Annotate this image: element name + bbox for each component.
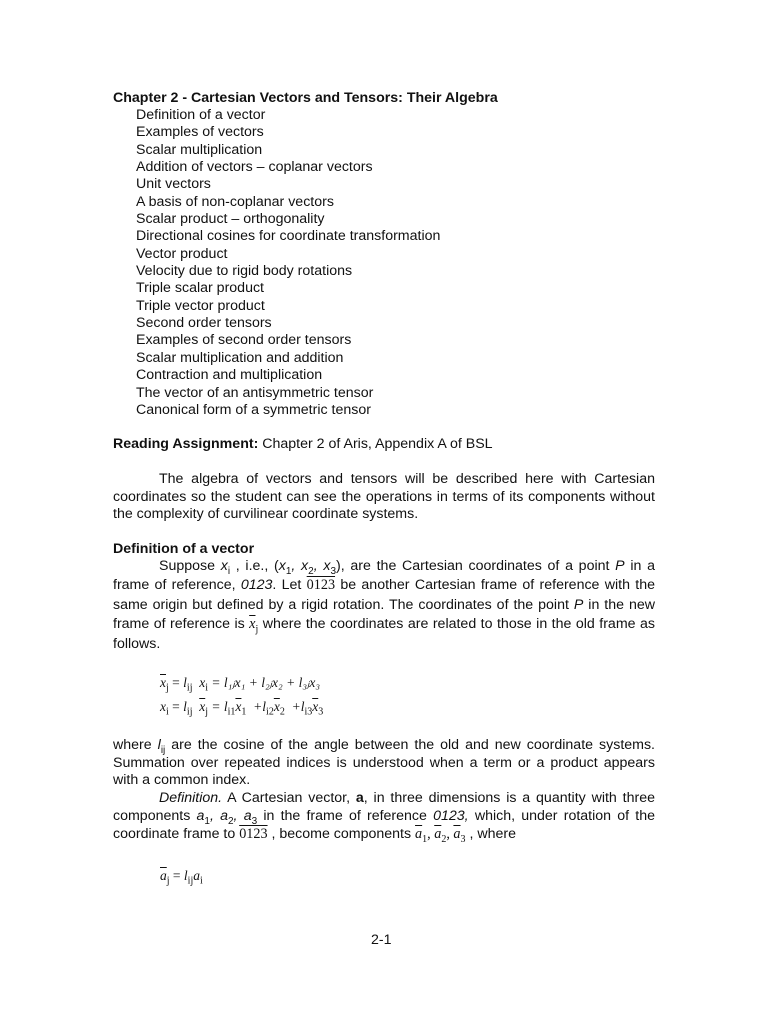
math-subscript: 1 [204, 815, 210, 827]
math-symbol: P [573, 596, 584, 613]
math-symbol: x [160, 699, 166, 714]
math-symbol: $\overline{x}$ [249, 616, 256, 633]
math-subscript: i1 [227, 706, 236, 718]
text-run: Suppose [159, 558, 221, 574]
math-symbol: $\overline{x}$ [235, 699, 242, 714]
toc-item: Scalar product – orthogonality [136, 211, 325, 228]
math-subscript: i [166, 706, 169, 718]
toc-item: Triple vector product [136, 297, 265, 314]
text-run: , where [465, 826, 516, 842]
vector-definition-paragraph [113, 789, 655, 843]
math-symbol: $\overline{x}$ [199, 699, 206, 714]
intro-text: The algebra of vectors and tensors will be described here with Cartesian coordinates so the student can see the operations in terms of its components without the complexity of curvilinear coordinate systems. [113, 471, 655, 522]
text-run: , i.e., ( [230, 558, 279, 574]
math-subscript: i [205, 682, 209, 694]
definition-paragraph [113, 557, 655, 654]
math-symbol: x [278, 558, 286, 574]
equation-transform-inverse [160, 697, 323, 717]
math-symbol: x [199, 675, 206, 690]
toc-item: Vector product [136, 245, 228, 262]
text-run: , [446, 826, 454, 842]
section-heading-definition: Definition of a vector [113, 541, 255, 557]
text-run: be another Cartesian frame of reference with the same origin but defined by a rigid rotation. The coordinates of the point [113, 577, 655, 613]
math-symbol: l [157, 737, 161, 753]
math-symbol: x [220, 558, 228, 574]
math-subscript: i [227, 565, 231, 577]
text-run: A Cartesian vector, [222, 790, 356, 806]
math-symbol: x [323, 558, 331, 574]
math-subscript: 2 [308, 565, 314, 577]
where-paragraph [113, 737, 655, 790]
math-subscript: ij [186, 706, 193, 718]
toc-item: Canonical form of a symmetric tensor [136, 401, 371, 418]
frame-label: 0123 [240, 577, 273, 594]
text-run: , in three dimensions is a quantity with three components [113, 790, 655, 824]
math-subscript: i3 [304, 706, 313, 718]
toc-item: Velocity due to rigid body rotations [136, 263, 353, 280]
math-subscript: j [205, 706, 209, 718]
toc-item: Second order tensors [136, 315, 272, 332]
math-subscript: i2 [266, 706, 274, 718]
math-operator: = [168, 675, 184, 690]
reading-assignment [113, 436, 493, 453]
math-symbol: $\overline{a}$ [415, 826, 423, 842]
math-subscript: ij [187, 875, 194, 887]
text-run: , [233, 808, 244, 824]
text-run: , become components [267, 826, 416, 842]
math-subscript: j [255, 624, 259, 636]
math-operator: = [169, 868, 184, 883]
math-subscript: 2 [441, 833, 447, 845]
math-symbol: P [615, 558, 625, 574]
math-symbol: l [183, 699, 187, 714]
toc-item: Scalar multiplication [136, 141, 263, 158]
toc-item: Triple scalar product [136, 280, 264, 297]
toc-item: Directional cosines for coordinate transformation [136, 228, 441, 245]
text-run: in the frame of reference [257, 808, 434, 824]
math-subscript: 3 [318, 706, 324, 718]
math-subscript: j [166, 875, 170, 887]
math-symbol: a [355, 790, 364, 806]
text-run: , [209, 808, 221, 824]
math-subscript: j [166, 682, 169, 694]
math-symbol: a [220, 808, 228, 824]
rotated-frame-label: 0123 [239, 826, 268, 842]
math-subscript: 1 [422, 833, 428, 845]
math-expression: +l [246, 699, 267, 714]
text-run: are the cosine of the angle between the old and new coordinate systems. Summation over repeated indices is understood when a term or a product appears with a common index. [113, 737, 655, 788]
toc-item: Examples of vectors [136, 124, 264, 141]
toc-item: Unit vectors [136, 176, 211, 193]
math-subscript: 3 [330, 565, 337, 577]
math-subscript: 1 [241, 706, 247, 718]
text-run: in a frame of reference, [113, 558, 655, 594]
text-run: , [291, 558, 302, 574]
toc-item: Scalar multiplication and addition [136, 349, 344, 366]
intro-paragraph [113, 471, 655, 524]
math-symbol: $\overline{a}$ [160, 868, 167, 883]
math-expression: = l₁ⱼx₁ + l₂ⱼx₂ + l₃ⱼx₃ [208, 675, 321, 690]
page-number: 2-1 [371, 932, 392, 948]
toc-item: Addition of vectors – coplanar vectors [136, 159, 373, 176]
toc-item: Definition of a vector [136, 107, 266, 123]
text-run: which, under rotation of the coordinate frame to [113, 808, 655, 842]
text-run: where the coordinates are related to those in the old frame as follows. [113, 616, 655, 652]
toc-item: Examples of second order tensors [136, 332, 352, 349]
math-symbol: $\overline{a}$ [434, 826, 442, 842]
math-subscript: 3 [460, 833, 466, 845]
definition-label: Definition. [159, 790, 223, 806]
toc-item: Contraction and multiplication [136, 367, 323, 384]
text-run: in the new frame of reference is [113, 596, 655, 633]
math-operator: = [168, 699, 184, 714]
toc-item: The vector of an antisymmetric tensor [136, 384, 374, 401]
chapter-title: Chapter 2 - Cartesian Vectors and Tensors: Their Algebra [113, 90, 498, 106]
text-run: where [113, 737, 158, 753]
toc-item: A basis of non-coplanar vectors [136, 193, 334, 210]
equation-vector-transform [160, 866, 203, 886]
math-expression: +l [284, 699, 305, 714]
chapter-contents-list [136, 107, 440, 419]
math-subscript: ij [160, 744, 166, 756]
math-symbol: $\overline{x}$ [160, 675, 166, 690]
math-symbol: x [301, 558, 309, 574]
math-expression: = l [208, 699, 228, 714]
math-subscript: 3 [251, 815, 258, 827]
equation-transform-forward [160, 673, 320, 693]
text-run: , [427, 826, 435, 842]
math-symbol: $\overline{a}$ [453, 826, 461, 842]
text-run: , [313, 558, 324, 574]
rotated-frame-label: 0123 [306, 577, 336, 594]
math-symbol: l [183, 675, 187, 690]
text-run: . Let [272, 577, 307, 594]
math-subscript: 2 [279, 706, 285, 718]
math-subscript: 2 [227, 815, 234, 827]
math-symbol: a [193, 868, 200, 883]
reading-assignment-text: Chapter 2 of Aris, Appendix A of BSL [258, 436, 493, 452]
math-symbol: l [183, 868, 188, 883]
math-subscript: 1 [285, 565, 292, 577]
math-subscript: i [199, 875, 203, 887]
math-symbol: a [196, 808, 205, 824]
math-subscript: ij [186, 682, 193, 694]
text-run: ), are the Cartesian coordinates of a point [336, 558, 616, 574]
reading-assignment-label: Reading Assignment: [113, 436, 259, 452]
frame-label: 0123, [433, 808, 469, 824]
math-symbol: $\overline{x}$ [312, 699, 319, 714]
math-symbol: $\overline{x}$ [273, 699, 280, 714]
math-symbol: a [243, 808, 252, 824]
